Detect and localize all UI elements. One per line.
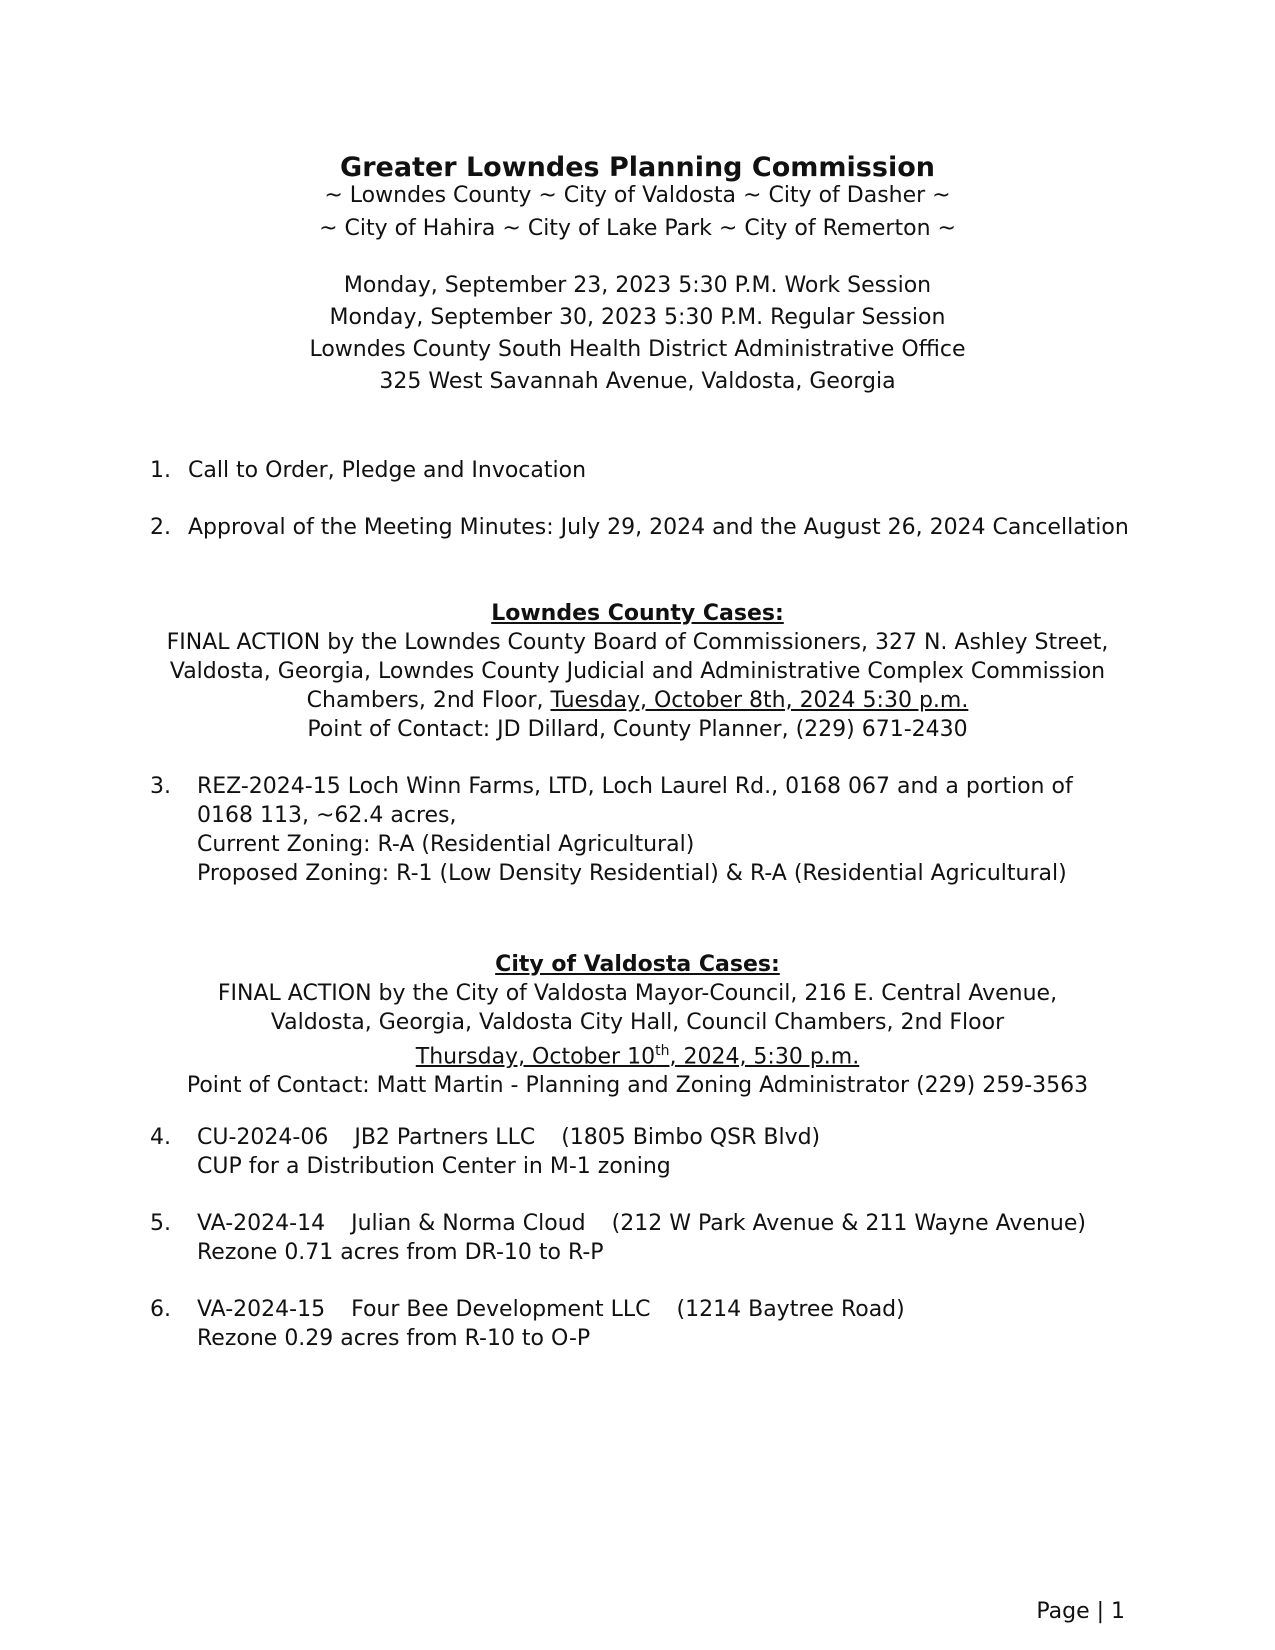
valdosta-meeting-date <box>0 1037 1275 1071</box>
case-va-2024-15 <box>150 1295 1200 1353</box>
case-id: VA-2024-14 <box>197 1211 326 1236</box>
lowndes-cases-heading: Lowndes County Cases: <box>491 601 784 626</box>
case-id: CU-2024-06 <box>197 1125 329 1150</box>
case-applicant: Julian & Norma Cloud <box>351 1211 586 1236</box>
case-proposed-zoning: Proposed Zoning: R-1 (Low Density Residential) & R-A (Residential Agricultural) <box>197 861 1067 886</box>
case-number: 3. <box>150 774 171 799</box>
case-applicant: Four Bee Development LLC <box>351 1297 651 1322</box>
valdosta-date-part: Thursday, October 10 <box>415 1044 656 1070</box>
meeting-location: Lowndes County South Health District Administrative Office <box>309 337 966 362</box>
case-address: (212 W Park Avenue & 211 Wayne Avenue) <box>611 1211 1086 1236</box>
case-line-2: 0168 113, ~62.4 acres, <box>197 803 457 828</box>
case-description: CUP for a Distribution Center in M-1 zoning <box>197 1154 671 1179</box>
valdosta-date-time: , 2024, 5:30 p.m. <box>669 1044 860 1070</box>
case-cu-2024-06 <box>150 1123 1200 1181</box>
regular-session: Monday, September 30, 2023 5:30 P.M. Regular Session <box>329 305 946 330</box>
lowndes-chambers: Chambers, 2nd Floor, <box>306 688 551 713</box>
lowndes-contact: Point of Contact: JD Dillard, County Planner, (229) 671-2430 <box>307 717 968 742</box>
case-applicant: JB2 Partners LLC <box>354 1125 536 1150</box>
agenda-item-number: 2. <box>150 515 171 540</box>
case-number: 6. <box>150 1297 171 1322</box>
valdosta-line-2: Valdosta, Georgia, Valdosta City Hall, Council Chambers, 2nd Floor <box>270 1010 1005 1035</box>
case-line-1: REZ-2024-15 Loch Winn Farms, LTD, Loch Laurel Rd., 0168 067 and a portion of <box>197 774 1073 799</box>
lowndes-line-2: Valdosta, Georgia, Lowndes County Judicial and Administrative Complex Commission <box>169 659 1106 684</box>
valdosta-final-action <box>0 979 1275 1100</box>
agenda-item-text: Approval of the Meeting Minutes: July 29, 2024 and the August 26, 2024 Cancellation <box>188 515 1129 540</box>
valdosta-cases-heading: City of Valdosta Cases: <box>495 952 780 977</box>
commission-title: Greater Lowndes Planning Commission <box>340 152 935 183</box>
agenda-item-number: 1. <box>150 458 171 483</box>
agenda-item-text: Call to Order, Pledge and Invocation <box>188 458 587 483</box>
case-number: 5. <box>150 1211 171 1236</box>
case-id: VA-2024-15 <box>197 1297 326 1322</box>
valdosta-contact: Point of Contact: Matt Martin - Planning and Zoning Administrator (229) 259-3563 <box>186 1073 1089 1099</box>
lowndes-line-3 <box>0 686 1275 715</box>
jurisdictions-line-1: ~ Lowndes County ~ City of Valdosta ~ City of Dasher ~ <box>324 183 951 208</box>
case-va-2024-14 <box>150 1209 1200 1267</box>
jurisdictions-line-2: ~ City of Hahira ~ City of Lake Park ~ City of Remerton ~ <box>319 216 956 241</box>
jurisdictions <box>0 179 1275 245</box>
lowndes-final-action <box>0 628 1275 744</box>
work-session: Monday, September 23, 2023 5:30 P.M. Work Session <box>343 273 932 298</box>
agenda-item-2 <box>150 513 1200 543</box>
case-rez-2024-15 <box>150 772 1200 888</box>
meeting-info <box>0 270 1275 398</box>
page-number: Page | 1 <box>1036 1599 1125 1624</box>
case-address: (1214 Baytree Road) <box>676 1297 905 1322</box>
lowndes-meeting-date: Tuesday, October 8th, 2024 5:30 p.m. <box>550 688 969 713</box>
case-description: Rezone 0.29 acres from R-10 to O-P <box>197 1326 591 1351</box>
agenda-item-1 <box>150 456 1200 486</box>
case-description: Rezone 0.71 acres from DR-10 to R-P <box>197 1240 604 1265</box>
meeting-address: 325 West Savannah Avenue, Valdosta, Georgia <box>379 369 896 394</box>
case-current-zoning: Current Zoning: R-A (Residential Agricultural) <box>197 832 695 857</box>
valdosta-date-suffix: th <box>655 1043 670 1059</box>
case-address: (1805 Bimbo QSR Blvd) <box>561 1125 821 1150</box>
lowndes-line-1: FINAL ACTION by the Lowndes County Board of Commissioners, 327 N. Ashley Street, <box>166 630 1109 655</box>
valdosta-line-1: FINAL ACTION by the City of Valdosta Mayor-Council, 216 E. Central Avenue, <box>217 981 1058 1006</box>
case-number: 4. <box>150 1125 171 1150</box>
